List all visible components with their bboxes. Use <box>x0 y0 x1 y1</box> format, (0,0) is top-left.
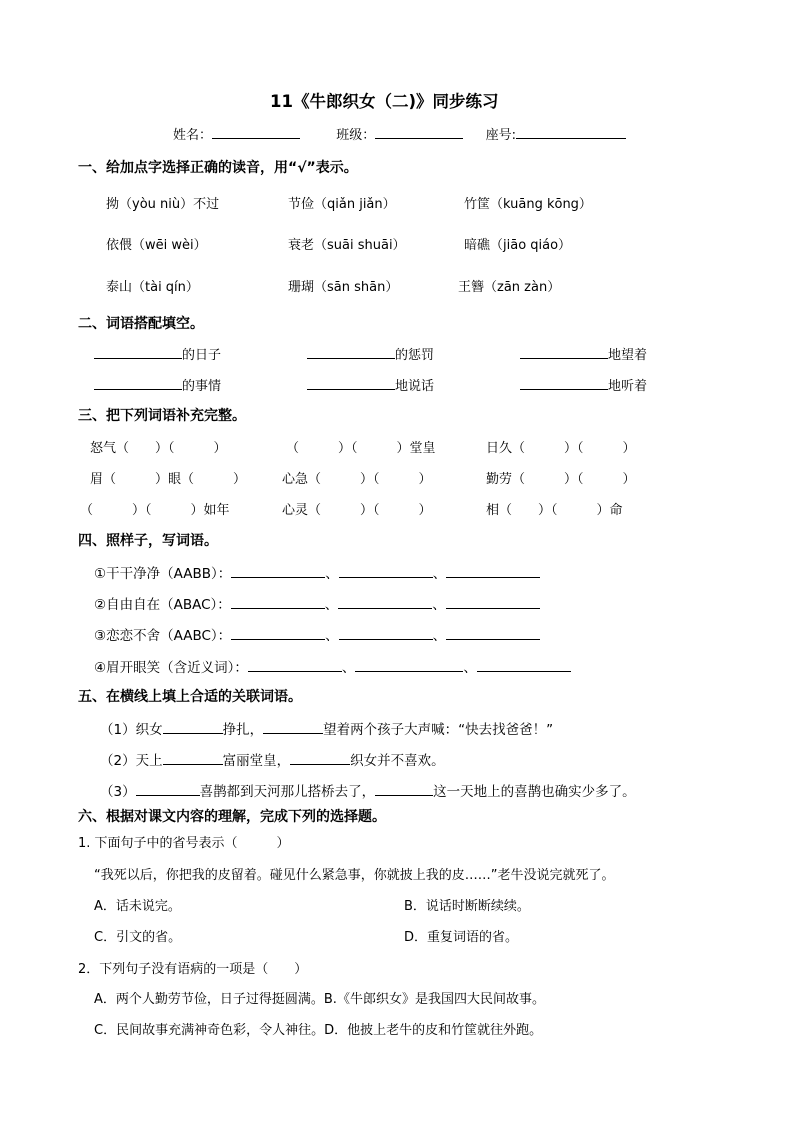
blank[interactable] <box>355 657 463 672</box>
word-pattern-row: ①干干净净（AABB）： 、 、 <box>94 562 540 582</box>
conjunction-sentence: （1）织女 挣扎， 望着两个孩子大声喊：“快去找爸爸！” <box>100 718 553 738</box>
blank[interactable] <box>94 375 182 390</box>
pinyin-item: 拗（yòu niù）不过 <box>106 197 220 212</box>
pinyin-item: 泰山（tài qín） <box>106 280 199 295</box>
question-2-options-line-1[interactable]: A．两个人勤劳节俭，日子过得挺圆满。B.《牛郎织女》是我国四大民间故事。 <box>94 992 545 1007</box>
blank[interactable] <box>231 563 325 578</box>
collocation-item: 的事情 <box>94 375 221 394</box>
collocation-item: 地望着 <box>520 344 647 363</box>
idiom-item: （ ）（ ）如年 <box>80 503 230 518</box>
idiom-item: 心急（ ）（ ） <box>282 472 432 487</box>
section-4-heading: 四、照样子，写词语。 <box>78 533 218 549</box>
section-6-heading: 六、根据对课文内容的理解，完成下列的选择题。 <box>78 809 386 825</box>
blank[interactable] <box>94 344 182 359</box>
word-pattern-row: ②自由自在（ABAC）： 、 、 <box>94 593 540 613</box>
option-d[interactable]: D．重复词语的省。 <box>404 930 519 945</box>
class-field[interactable] <box>375 124 463 139</box>
pinyin-item: 王簪（zān zàn） <box>458 280 561 295</box>
idiom-item: 勤劳（ ）（ ） <box>486 472 636 487</box>
name-field[interactable] <box>212 124 300 139</box>
blank[interactable] <box>446 625 540 640</box>
option-a[interactable]: A．话未说完。 <box>94 899 181 914</box>
idiom-item: 日久（ ）（ ） <box>486 441 636 456</box>
blank[interactable] <box>263 719 323 734</box>
section-1-heading: 一、给加点字选择正确的读音，用“√”表示。 <box>78 160 358 176</box>
question-1-quote: “我死以后，你把我的皮留着。碰见什么紧急事，你就披上我的皮……”老牛没说完就死了。 <box>94 868 615 883</box>
collocation-item: 地听着 <box>520 375 647 394</box>
name-label: 姓名： <box>173 128 213 143</box>
pinyin-item: 暗礁（jiāo qiáo） <box>464 238 572 253</box>
idiom-item: 相（ ）（ ）命 <box>486 503 623 518</box>
idiom-item: 眉（ ）眼（ ） <box>90 472 247 487</box>
blank[interactable] <box>163 719 223 734</box>
student-info <box>173 124 626 143</box>
word-pattern-row: ③恋恋不舍（AABC）： 、 、 <box>94 624 540 644</box>
question-2-options-line-2[interactable]: C．民间故事充满神奇色彩，令人神往。D．他披上老牛的皮和竹筐就往外跑。 <box>94 1023 543 1038</box>
section-5-heading: 五、在横线上填上合适的关联词语。 <box>78 689 302 705</box>
section-3-heading: 三、把下列词语补充完整。 <box>78 408 246 424</box>
blank[interactable] <box>477 657 571 672</box>
blank[interactable] <box>375 781 433 796</box>
blank[interactable] <box>290 750 350 765</box>
page-title: 11《牛郎织女（二)》同步练习 <box>270 92 499 111</box>
pinyin-item: 珊瑚（sān shān） <box>288 280 399 295</box>
blank[interactable] <box>136 781 200 796</box>
blank[interactable] <box>446 563 540 578</box>
pinyin-item: 依偎（wēi wèi） <box>106 238 207 253</box>
collocation-item: 的惩罚 <box>307 344 434 363</box>
pinyin-item: 竹筐（kuāng kōng） <box>464 197 592 212</box>
conjunction-sentence: （3） 喜鹊都到天河那儿搭桥去了， 这一天地上的喜鹊也确实少多了。 <box>100 780 636 800</box>
option-b[interactable]: B．说话时断断续续。 <box>404 899 530 914</box>
blank[interactable] <box>163 750 223 765</box>
collocation-item: 地说话 <box>307 375 434 394</box>
conjunction-sentence: （2）天上 富丽堂皇， 织女并不喜欢。 <box>100 749 445 769</box>
blank[interactable] <box>446 594 540 609</box>
class-label: 班级： <box>336 128 376 143</box>
blank[interactable] <box>339 563 433 578</box>
seat-field[interactable] <box>516 124 626 139</box>
blank[interactable] <box>307 344 395 359</box>
collocation-item: 的日子 <box>94 344 221 363</box>
question-2: 2．下列句子没有语病的一项是（ ） <box>78 962 308 977</box>
option-c[interactable]: C．引文的省。 <box>94 930 182 945</box>
blank[interactable] <box>339 625 433 640</box>
blank[interactable] <box>520 375 608 390</box>
blank[interactable] <box>520 344 608 359</box>
seat-label: 座号: <box>485 128 516 143</box>
blank[interactable] <box>231 625 325 640</box>
pinyin-item: 节俭（qiǎn jiǎn） <box>288 197 396 212</box>
idiom-item: 心灵（ ）（ ） <box>282 503 432 518</box>
blank[interactable] <box>231 594 325 609</box>
idiom-item: （ ）（ ）堂皇 <box>286 441 436 456</box>
blank[interactable] <box>307 375 395 390</box>
blank[interactable] <box>338 594 432 609</box>
pinyin-item: 衰老（suāi shuāi） <box>288 238 406 253</box>
idiom-item: 怒气（ ）（ ） <box>90 441 227 456</box>
section-2-heading: 二、词语搭配填空。 <box>78 316 204 332</box>
word-pattern-row: ④眉开眼笑（含近义词）： 、 、 <box>94 656 571 676</box>
question-1: 1. 下面句子中的省号表示（ ） <box>78 836 290 851</box>
blank[interactable] <box>248 657 342 672</box>
